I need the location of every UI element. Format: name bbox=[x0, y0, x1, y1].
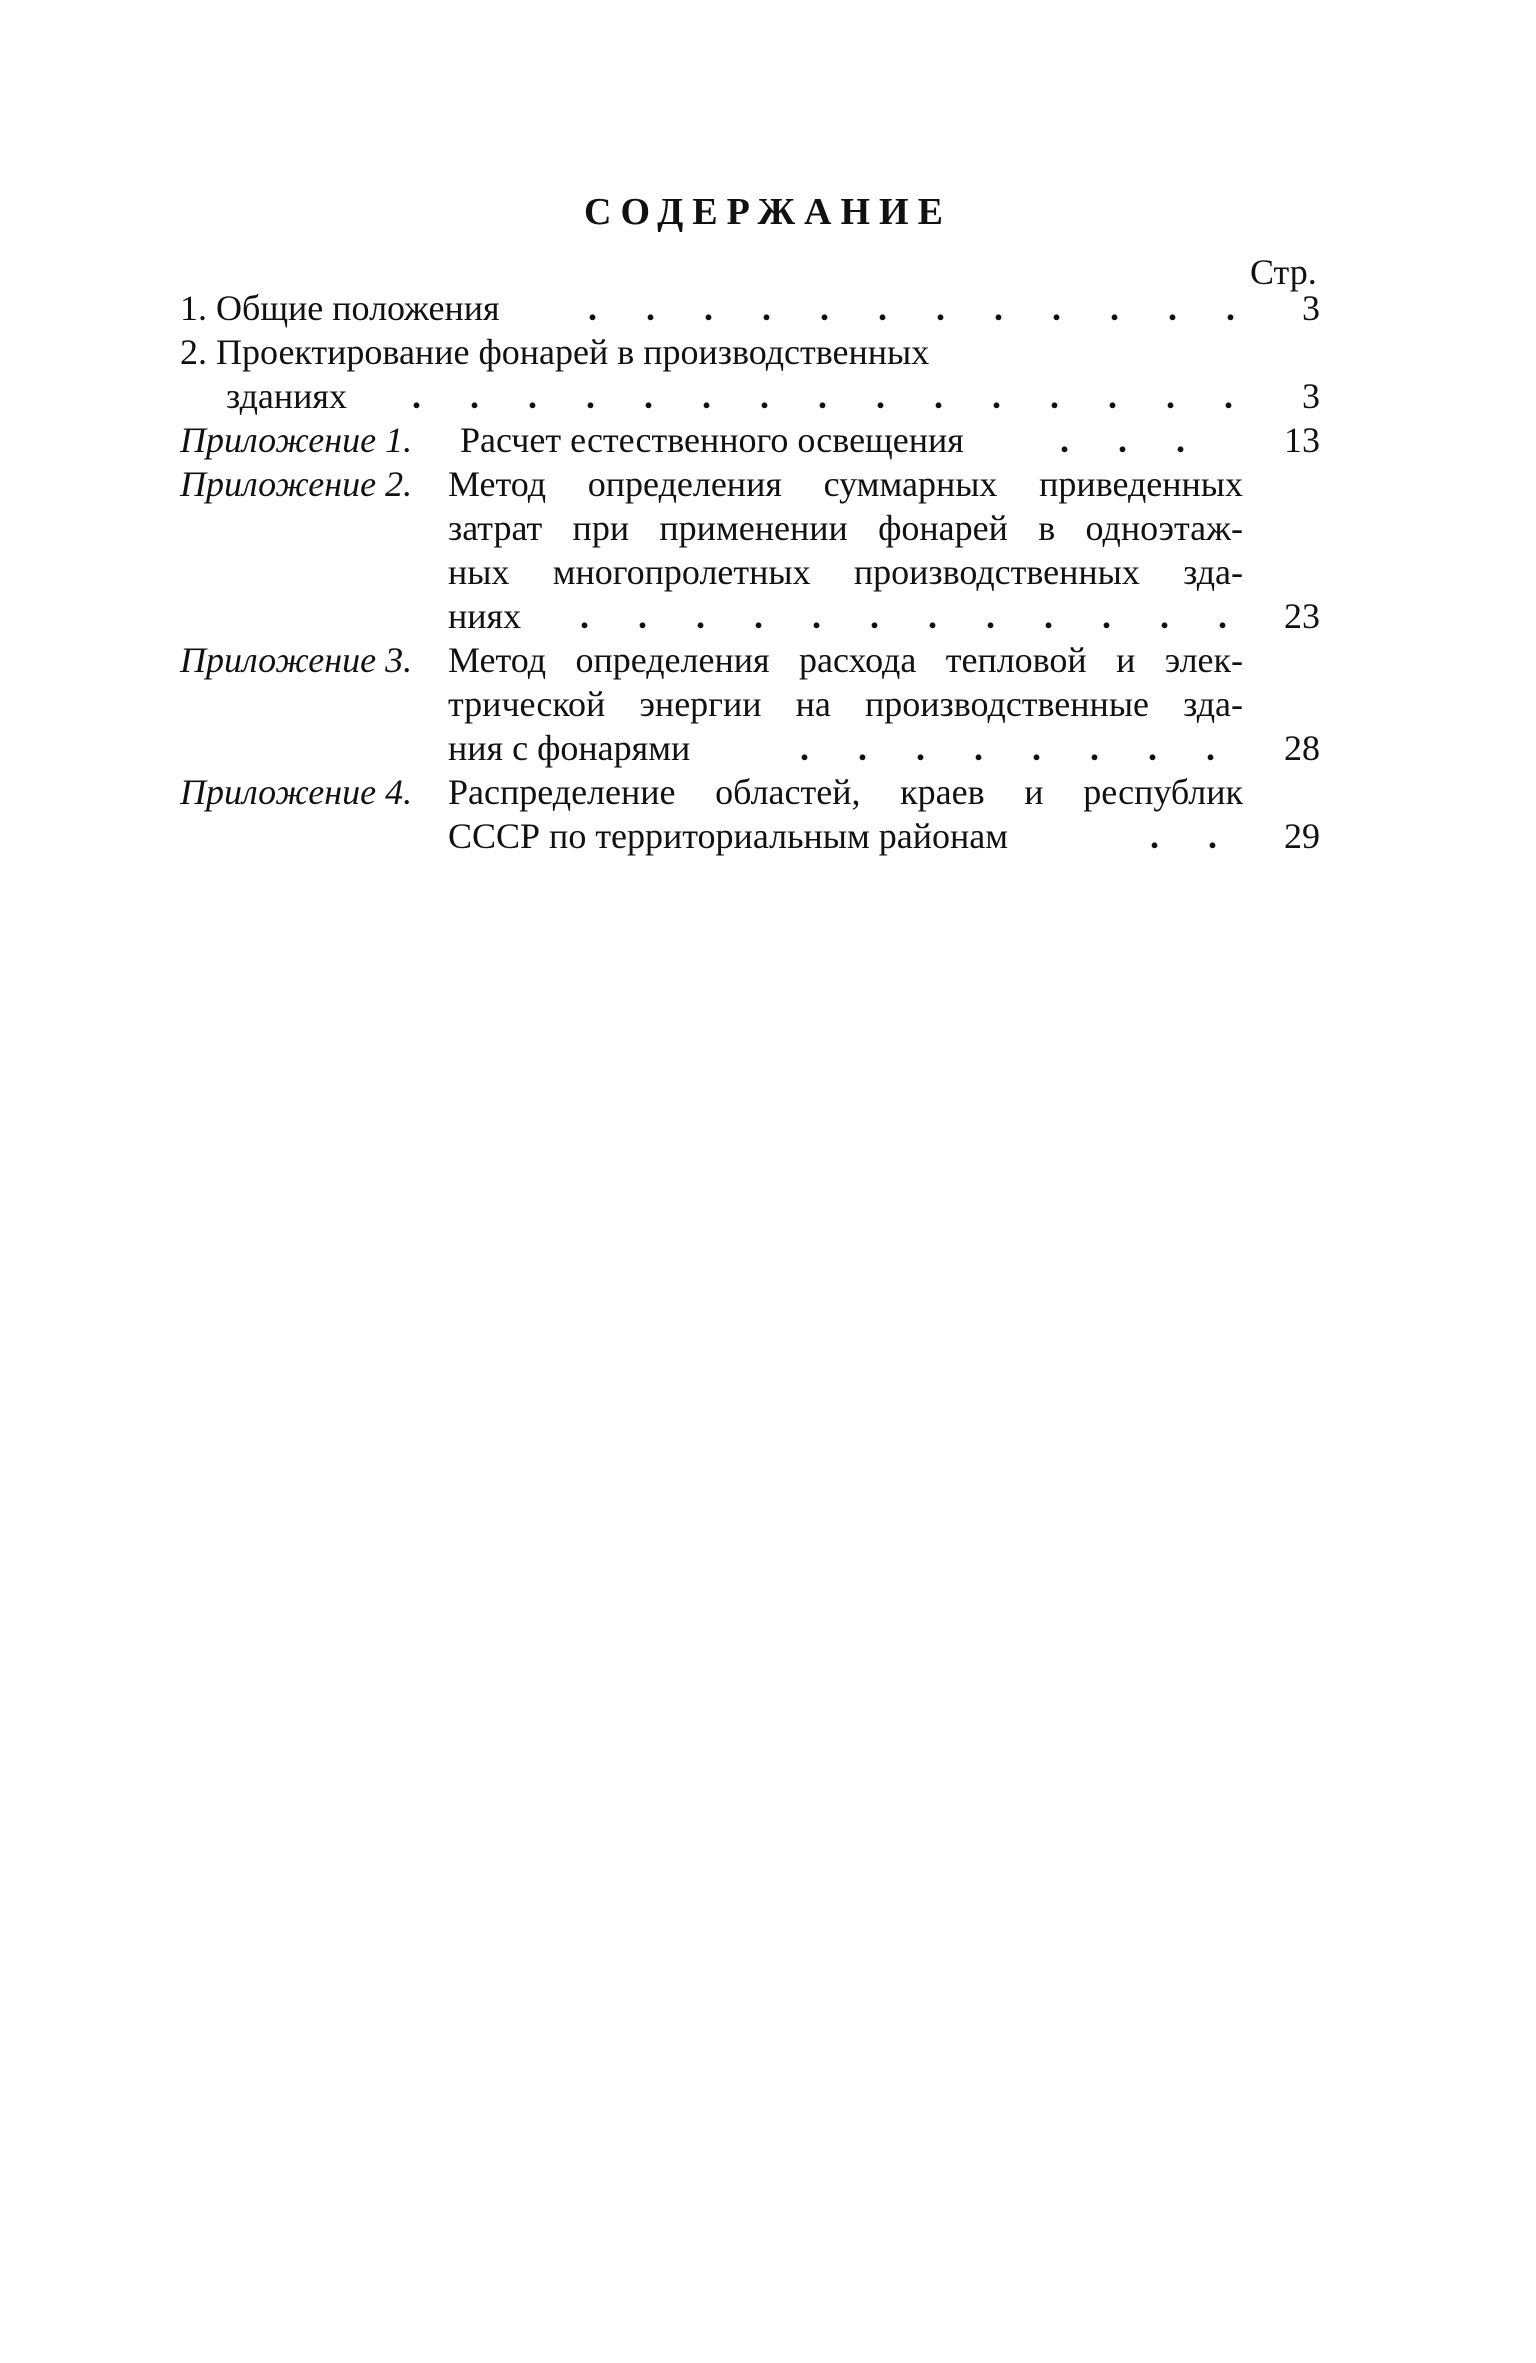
toc-appendix-2-page: 23 bbox=[1284, 596, 1320, 636]
toc-appendix-4-page: 29 bbox=[1284, 816, 1320, 856]
toc-entry-2-dots: . . . . . . . . . . . . . . . bbox=[412, 376, 1253, 416]
toc-appendix-2-prefix: Приложение 2. bbox=[180, 464, 413, 504]
toc-appendix-2-line-2: затрат при применении фонарей в одноэтаж- bbox=[448, 508, 1243, 548]
toc-appendix-2-line-1: Метод определения суммарных приведенных bbox=[448, 464, 1243, 504]
toc-appendix-1-text: Расчет естественного освещения bbox=[460, 420, 964, 460]
toc-appendix-2-last: ниях bbox=[448, 596, 522, 636]
toc-appendix-4-last: СССР по территориальным районам bbox=[448, 816, 1009, 856]
page-title: СОДЕРЖАНИЕ bbox=[584, 191, 952, 233]
toc-appendix-3-dots: . . . . . . . . bbox=[800, 728, 1235, 768]
toc-appendix-1-dots: . . . bbox=[1060, 420, 1205, 460]
toc-appendix-4-line-1: Распределение областей, краев и республик bbox=[448, 772, 1243, 812]
toc-appendix-4-prefix: Приложение 4. bbox=[180, 772, 413, 812]
toc-appendix-3-page: 28 bbox=[1284, 728, 1320, 768]
toc-appendix-1-prefix: Приложение 1. bbox=[180, 420, 413, 460]
toc-appendix-4-dots: . . bbox=[1150, 816, 1237, 856]
toc-entry-2-line-1: 2. Проектирование фонарей в производственных bbox=[180, 332, 930, 372]
toc-appendix-1-page: 13 bbox=[1284, 420, 1320, 460]
toc-appendix-2-dots: . . . . . . . . . . . . bbox=[580, 596, 1247, 636]
toc-entry-2-line-2: зданиях bbox=[226, 376, 347, 416]
toc-appendix-2-line-3: ных многопролетных производственных зда- bbox=[448, 552, 1243, 592]
toc-entry-1-label: 1. Общие положения bbox=[180, 288, 500, 328]
toc-entry-2-page: 3 bbox=[1302, 376, 1320, 416]
toc-entry-1-page: 3 bbox=[1302, 288, 1320, 328]
toc-appendix-3-last: ния с фонарями bbox=[448, 728, 691, 768]
page-column-label: Стр. bbox=[1250, 252, 1317, 292]
toc-entry-1-dots: . . . . . . . . . . . . bbox=[588, 288, 1255, 328]
toc-appendix-3-prefix: Приложение 3. bbox=[180, 640, 413, 680]
toc-appendix-3-line-1: Метод определения расхода тепловой и элек- bbox=[448, 640, 1243, 680]
toc-appendix-3-line-2: трической энергии на производственные зда- bbox=[448, 684, 1243, 724]
